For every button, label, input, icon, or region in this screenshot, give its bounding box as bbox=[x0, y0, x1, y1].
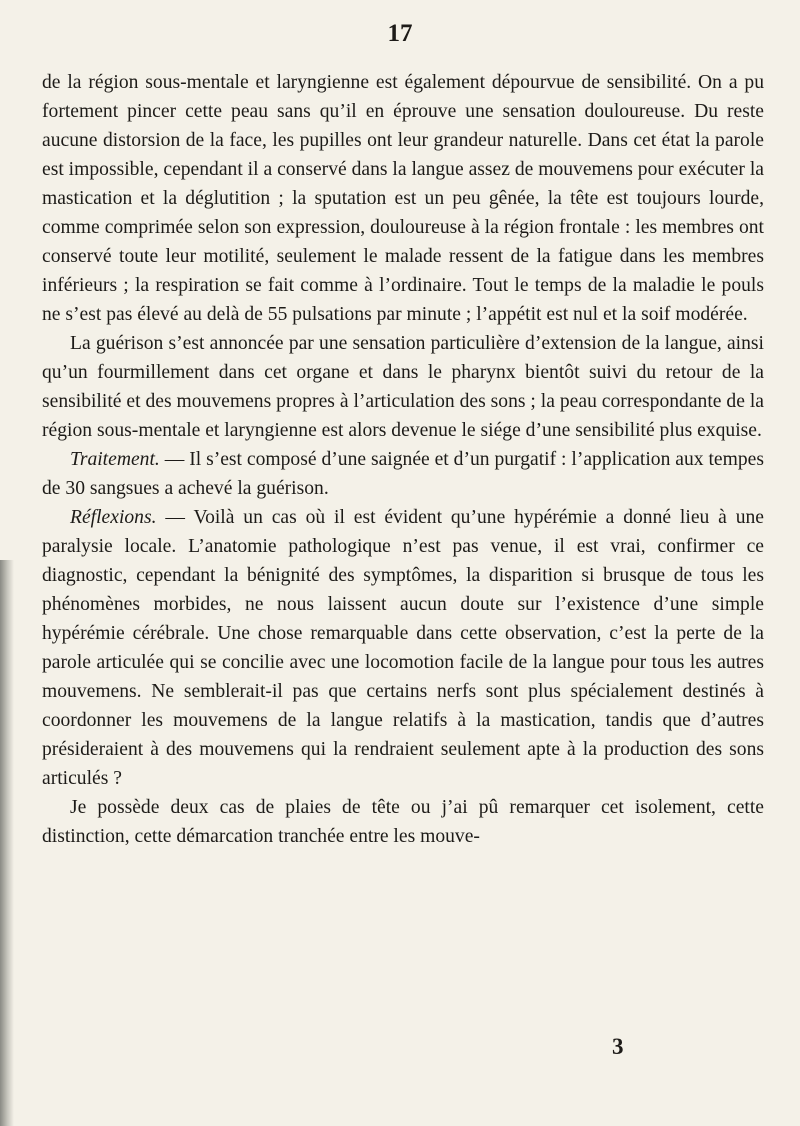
reflexions-text: — Voilà un cas où il est évident qu’une hypérémie a donné lieu à une paralysie locale. L’anatomie pathologique n’est pas venue, il est vrai, confirmer ce diagnostic, cependant la bénignité des symptômes, la disparition si brusque de tous les phénomènes morbides, ne nous laissent aucun doute sur l’existence d’une simple hypérémie cérébrale. Une chose remarquable dans cette observation, c’est la perte de la parole articulée qui se concilie avec une locomotion facile de la langue pour tous les autres mouvemens. Ne semblerait-il pas que certains nerfs sont plus spécialement destinés à coordonner les mouvemens de la langue relatifs à la mastication, tandis que d’autres présideraient à des mouvemens qui la rendraient seulement apte à la production des sons articulés ? bbox=[42, 507, 764, 789]
paragraph-1 bbox=[42, 68, 764, 329]
paragraph-reflexions bbox=[42, 503, 764, 793]
signature-mark: 3 bbox=[612, 1034, 624, 1059]
treatment-text: — Il s’est composé d’une saignée et d’un purgatif : l’application aux tempes de 30 sangsues a achevé la guérison. bbox=[42, 449, 764, 499]
treatment-heading: Traitement. bbox=[70, 449, 160, 470]
reflexions-heading: Réflexions. bbox=[70, 507, 157, 528]
paragraph-2-text: La guérison s’est annoncée par une sensation particulière d’extension de la langue, ainsi qu’un fourmillement dans cet organe et dans le pharynx bientôt suivi du retour de la sensibilité et des mouvemens propres à l’articulation des sons ; la peau correspondante de la région sous-mentale et laryngienne est alors devenue le siége d’une sensibilité plus exquise. bbox=[42, 333, 764, 441]
paragraph-1-text: de la région sous-mentale et laryngienne est également dépourvue de sensibilité. On a pu fortement pincer cette peau sans qu’il en éprouve une sensation douloureuse. Du reste aucune distorsion de la face, les pupilles ont leur grandeur naturelle. Dans cet état la parole est impossible, cependant il a conservé dans la langue assez de mouvemens pour exécuter la mastication et la déglutition ; la sputation est un peu gênée, la tête est toujours lourde, comme comprimée selon son expression, douloureuse à la région frontale : les membres ont conservé toute leur motilité, seulement le malade ressent de la fatigue dans les membres inférieurs ; la respiration se fait comme à l’ordinaire. Tout le temps de la maladie le pouls ne s’est pas élevé au delà de 55 pulsations par minute ; l’appétit est nul et la soif modérée. bbox=[42, 72, 764, 325]
paragraph-5-text: Je possède deux cas de plaies de tête ou j’ai pû remarquer cet isolement, cette distinction, cette démarcation tranchée entre les mouve- bbox=[42, 797, 764, 847]
paragraph-2 bbox=[42, 329, 764, 445]
page-number: 17 bbox=[387, 20, 413, 47]
body-text bbox=[42, 68, 764, 851]
paragraph-5 bbox=[42, 793, 764, 851]
paragraph-treatment bbox=[42, 445, 764, 503]
page-edge-shadow bbox=[0, 560, 14, 1126]
